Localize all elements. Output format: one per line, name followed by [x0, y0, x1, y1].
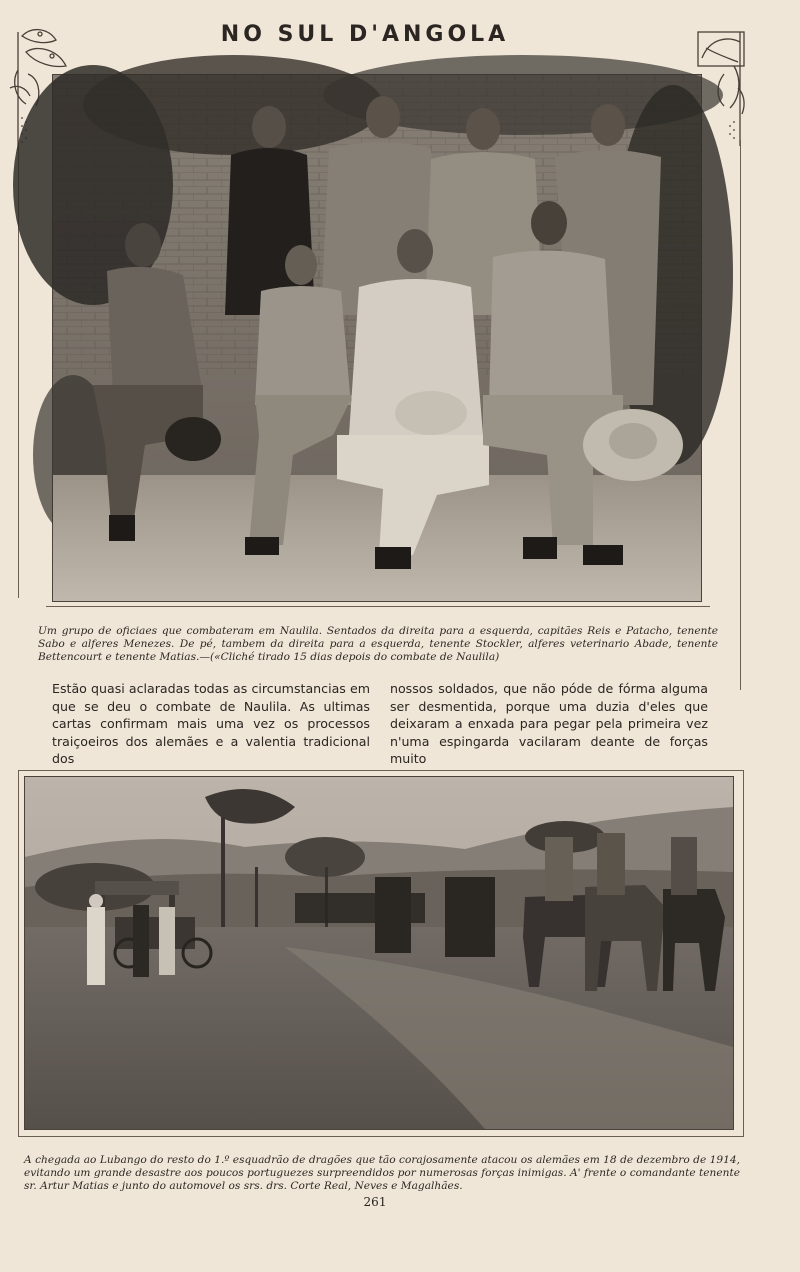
- article-column-right: nossos soldados, que não póde de fórma alguma ser desmentida, porque uma duzia d'eles que deixaram a enxada para pegar pela primeira vez n'uma espingarda vacilaram deante de forças muito: [390, 681, 708, 766]
- article-body: [52, 680, 724, 766]
- article-column-left: Estão quasi aclaradas todas as circumstancias em que se deu o combate de Naulila. As ultimas cartas confirmam mais uma vez os processos traiçoeiros dos alemães e a valentia tradicional dos: [52, 681, 370, 766]
- frame-line-bottom-frame-top: [18, 770, 744, 771]
- officers-group-photo: [52, 74, 702, 602]
- frame-line-right: [740, 140, 741, 690]
- frame-line-bottom-frame-right: [743, 770, 744, 1136]
- page-number: 261: [363, 1195, 387, 1209]
- bottom-photo-caption: A chegada ao Lubango do resto do 1.º esquadrão de dragões que tão corajosamente atacou os alemães em 18 de dezembro de 1914, evitando um grande desastre aos poucos portuguezes surpreendidos por numerosas forças inimigas. A' frente o comandante tenente sr. Artur Matias e junto do automovel os srs. drs. Corte Real, Neves e Magalhães.: [24, 1154, 740, 1192]
- frame-line-top-photo: [46, 606, 710, 607]
- page-title: NO SUL D'ANGOLA: [220, 22, 510, 47]
- cavalry-arrival-photo: [24, 776, 734, 1130]
- frame-line-bottom-frame-left: [18, 770, 19, 1136]
- frame-line-bottom-frame-bottom: [18, 1136, 744, 1137]
- top-photo-caption: Um grupo de oficiaes que combateram em Naulila. Sentados da direita para a esquerda, capitães Reis e Patacho, tenente Sabo e alferes Menezes. De pé, tambem da direita para a esquerda, tenente Stockler, alferes veterinario Abade, tenente Bettencourt e tenente Matias.—(«Cliché tirado 15 dias depois do combate de Naulila): [38, 625, 718, 663]
